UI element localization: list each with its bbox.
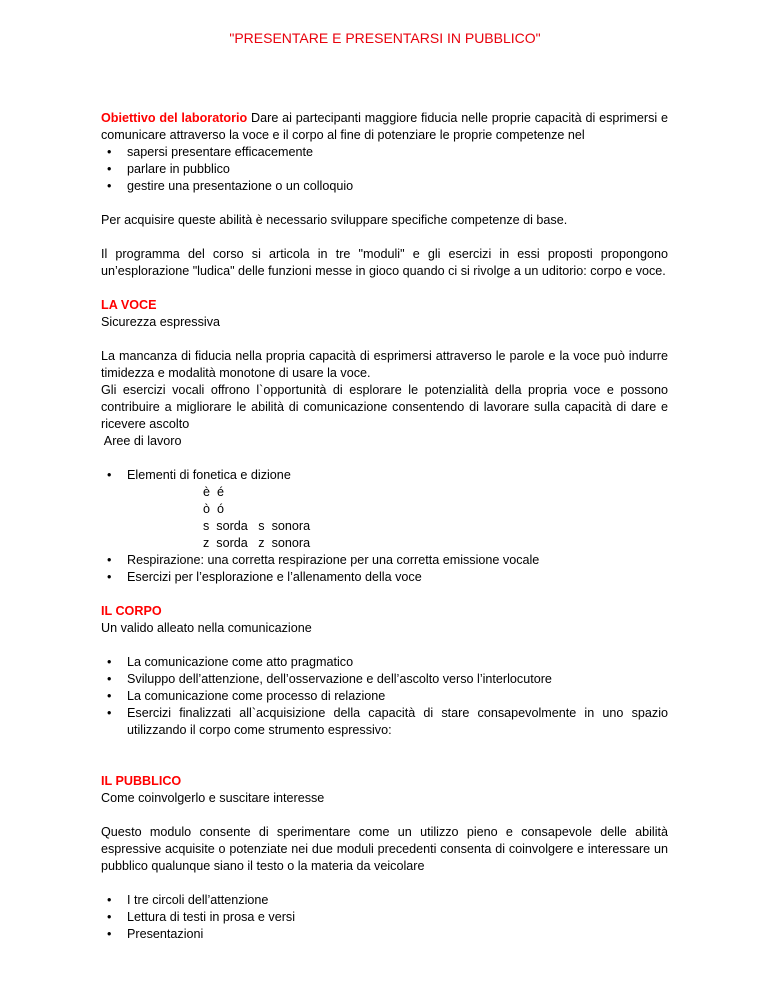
section-heading: IL CORPO	[101, 604, 162, 618]
objective-label: Obiettivo del laboratorio	[101, 111, 248, 125]
list-item-text: sapersi presentare efficacemente	[127, 145, 313, 159]
sub-item: è é	[203, 485, 225, 499]
list-item-text: Sviluppo dell’attenzione, dell’osservazione e dell’ascolto verso l’interlocutore	[127, 672, 552, 686]
list-item-text: I tre circoli dell’attenzione	[127, 893, 269, 907]
objective-paragraph	[101, 110, 668, 144]
bullet-icon: •	[107, 927, 112, 941]
section-heading: IL PUBBLICO	[101, 774, 182, 788]
paragraph: Il programma del corso si articola in tre "moduli" e gli esercizi in essi proposti propongono un’esplorazione "ludica" delle funzioni messe in gioco quando ci si rivolge a un uditorio: corpo e voce.	[101, 247, 668, 278]
list-item	[101, 569, 668, 586]
list-item	[101, 892, 668, 909]
list-item-text: Lettura di testi in prosa e versi	[127, 910, 295, 924]
corpo-list	[101, 654, 668, 739]
list-item-text: parlare in pubblico	[127, 162, 230, 176]
pubblico-section	[101, 773, 668, 943]
sub-item: ò ó	[203, 502, 225, 516]
list-item	[101, 552, 668, 569]
list-item	[101, 144, 668, 161]
list-item	[101, 161, 668, 178]
voce-list	[101, 467, 668, 586]
bullet-icon: •	[107, 179, 112, 193]
bullet-icon: •	[107, 706, 112, 720]
section-subtitle: Come coinvolgerlo e suscitare interesse	[101, 791, 325, 805]
bullet-icon: •	[107, 689, 112, 703]
paragraph: Aree di lavoro	[101, 434, 182, 448]
sub-item: s sorda s sonora	[203, 519, 311, 533]
sub-item: z sorda z sonora	[203, 536, 311, 550]
pubblico-list	[101, 892, 668, 943]
list-item	[101, 178, 668, 195]
list-item	[101, 688, 668, 705]
list-item-text: gestire una presentazione o un colloquio	[127, 179, 354, 193]
bullet-icon: •	[107, 910, 112, 924]
section-subtitle: Un valido alleato nella comunicazione	[101, 621, 312, 635]
objective-text: Dare ai partecipanti maggiore fiducia nelle proprie capacità di esprimersi e comunicare attraverso la voce e il corpo al fine di potenziare le proprie competenze nel	[101, 111, 668, 142]
list-item-text: Presentazioni	[127, 927, 204, 941]
corpo-section	[101, 603, 668, 739]
list-item-text: Respirazione: una corretta respirazione per una corretta emissione vocale	[127, 553, 540, 567]
list-item-text: La comunicazione come atto pragmatico	[127, 655, 354, 669]
bullet-icon: •	[107, 893, 112, 907]
section-heading: LA VOCE	[101, 298, 157, 312]
bullet-icon: •	[107, 145, 112, 159]
paragraph: Per acquisire queste abilità è necessario sviluppare specifiche competenze di base.	[101, 213, 568, 227]
paragraph: Questo modulo consente di sperimentare come un utilizzo pieno e consapevole delle abilità espressive acquisite o potenziate nei due moduli precedenti consenta di coinvolgere e interessare un pubblico qualunque siano il testo o la materia da veicolare	[101, 825, 668, 873]
section-subtitle: Sicurezza espressiva	[101, 315, 220, 329]
list-item	[101, 926, 668, 943]
list-item	[101, 705, 668, 739]
list-item	[101, 467, 668, 552]
list-item	[101, 671, 668, 688]
paragraph: Gli esercizi vocali offrono l`opportunità di esplorare le potenzialità della propria voce e possono contribuire a migliorare le abilità di comunicazione consentendo di lavorare sulla capacità di dare e ricevere ascolto	[101, 383, 668, 431]
bullet-icon: •	[107, 570, 112, 584]
list-item-text: Esercizi finalizzati all`acquisizione della capacità di stare consapevolmente in uno spazio utilizzando il corpo come strumento espressivo:	[127, 706, 668, 737]
bullet-icon: •	[107, 162, 112, 176]
intro-section	[101, 110, 668, 280]
bullet-icon: •	[107, 468, 112, 482]
bullet-icon: •	[107, 655, 112, 669]
list-item-text: Esercizi per l’esplorazione e l’allenamento della voce	[127, 570, 422, 584]
list-item-text: La comunicazione come processo di relazione	[127, 689, 386, 703]
document-title: "PRESENTARE E PRESENTARSI IN PUBBLICO"	[229, 30, 541, 46]
list-item-text: Elementi di fonetica e dizione	[127, 468, 291, 482]
voce-section	[101, 297, 668, 586]
list-item	[101, 654, 668, 671]
paragraph: La mancanza di fiducia nella propria capacità di esprimersi attraverso le parole e la voce può indurre timidezza e modalità monotone di usare la voce.	[101, 349, 668, 380]
objective-list	[101, 144, 668, 195]
bullet-icon: •	[107, 672, 112, 686]
list-item	[101, 909, 668, 926]
bullet-icon: •	[107, 553, 112, 567]
